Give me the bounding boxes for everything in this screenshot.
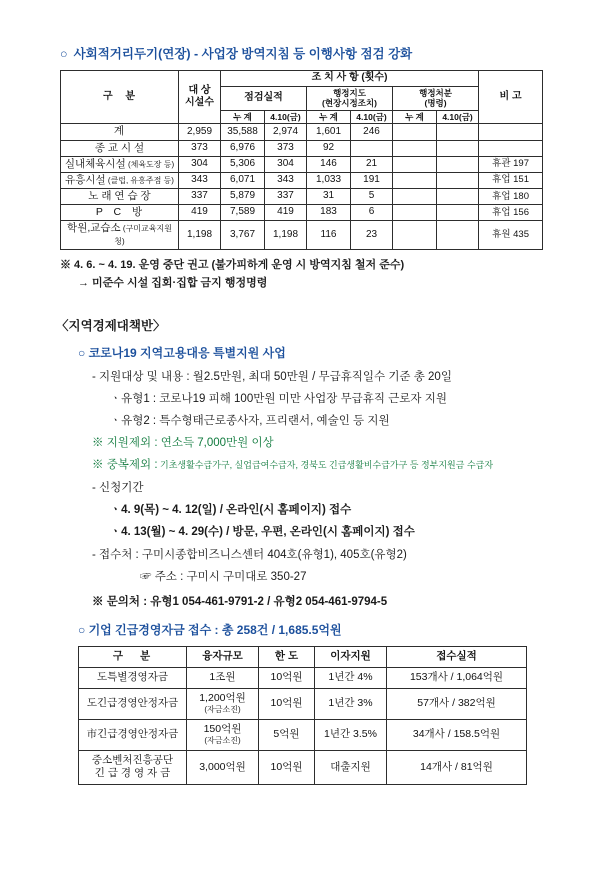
cell-guide-total: 31 [307, 188, 351, 204]
cell-scale [187, 719, 259, 750]
table-row [79, 668, 527, 689]
row-label-main: 유흥시설 [65, 173, 106, 186]
cell-facilities: 304 [179, 156, 221, 172]
document-page [0, 44, 600, 892]
row-label-main: 실내체육시설 [64, 157, 126, 170]
cell-punish-date [437, 140, 479, 156]
row-label: 종 교 시 설 [61, 140, 179, 156]
cell-scale-main: 1,200억원 [199, 691, 246, 704]
cell-punish-date [437, 124, 479, 140]
row-label: 계 [61, 124, 179, 140]
cell-facilities: 1,198 [179, 221, 221, 250]
cell-insp-date: 304 [265, 156, 307, 172]
cell-insp-date: 419 [265, 205, 307, 221]
section-title-emergency-fund [78, 621, 600, 638]
cell-guide-date: 5 [351, 188, 393, 204]
cell-facilities: 419 [179, 205, 221, 221]
cell-scale [187, 750, 259, 784]
bullet-circle-icon: ○ [78, 346, 86, 361]
address-line: ☞ 주소 : 구미시 구미대로 350-27 [140, 571, 307, 584]
cell-interest: 대출지원 [315, 750, 387, 784]
exclusion-income-text: 연소득 7,000만원 이상 [157, 437, 274, 450]
application-period-label: - 신청기간 [92, 482, 144, 495]
note-operation-suspension: ※ 4. 6. ~ 4. 19. 운영 중단 권고 (불가피하게 운영 시 방역지침 철저 준수) [60, 259, 405, 272]
cell-insp-date: 373 [265, 140, 307, 156]
header-remark: 비 고 [479, 71, 543, 124]
cell-punish-date [437, 156, 479, 172]
table-row [61, 172, 543, 188]
cell-guide-date: 21 [351, 156, 393, 172]
cell-insp-total: 35,588 [221, 124, 265, 140]
cell-limit: 10억원 [259, 750, 315, 784]
cell-punish-total [393, 172, 437, 188]
cell-facilities: 2,959 [179, 124, 221, 140]
cell-guide-date [351, 140, 393, 156]
row-label-main: 학원,교습소 [67, 222, 121, 235]
row-label: P C 방 [61, 205, 179, 221]
cell-remark [479, 140, 543, 156]
cell-scale-sub: (자금소진) [204, 736, 241, 746]
cell-guide-total: 116 [307, 221, 351, 250]
table-row [61, 221, 543, 250]
header-scale: 융자규모 [187, 647, 259, 668]
header-insp-date: 4.10(금) [265, 110, 307, 124]
cell-insp-total: 3,767 [221, 221, 265, 250]
exclusion-duplicate-line [92, 456, 600, 472]
header-result: 접수실적 [387, 647, 527, 668]
bullet-circle-icon: ○ [60, 47, 68, 61]
cell-punish-total [393, 156, 437, 172]
cell-interest: 1년간 3% [315, 688, 387, 719]
cell-punish-total [393, 221, 437, 250]
cell-guide-total: 183 [307, 205, 351, 221]
header-punish-total: 누 계 [393, 110, 437, 124]
receipt-location-line: - 접수처 : 구미시종합비즈니스센터 404호(유형1), 405호(유형2) [92, 549, 407, 562]
support-type1-line: ㆍ유형1 : 코로나19 피해 100만원 미만 사업장 무급휴직 근로자 지원 [110, 393, 447, 406]
header-facilities: 대 상 시설수 [179, 71, 221, 124]
cell-interest: 1년간 3.5% [315, 719, 387, 750]
support-target-line: - 지원대상 및 내용 : 월2.5만원, 최대 50만원 / 무급휴직일수 기준 총 20일 [92, 371, 452, 384]
cell-guide-date: 246 [351, 124, 393, 140]
cell-insp-total: 5,879 [221, 188, 265, 204]
header-insp-total: 누 계 [221, 110, 265, 124]
cell-guide-date: 23 [351, 221, 393, 250]
table-header-row [79, 647, 527, 668]
exclusion-duplicate-label: ※ 중복제외 : [92, 459, 158, 472]
cell-remark: 휴업 156 [479, 205, 543, 221]
section-title-text: 기업 긴급경영자금 접수 : 총 258건 / 1,685.5억원 [88, 623, 342, 638]
cell-insp-date: 2,974 [265, 124, 307, 140]
table-row [61, 188, 543, 204]
cell-punish-date [437, 172, 479, 188]
header-gubun: 구 분 [79, 647, 187, 668]
cell-insp-total: 6,976 [221, 140, 265, 156]
table-row [61, 205, 543, 221]
application-period-2: ㆍ4. 13(월) ~ 4. 29(수) / 방문, 우편, 온라인(시 홈페이지) 접수 [110, 526, 415, 539]
section-title-employment-support [78, 344, 600, 361]
cell-facilities: 337 [179, 188, 221, 204]
application-period-1: ㆍ4. 9(목) ~ 4. 12(일) / 온라인(시 홈페이지) 접수 [110, 504, 352, 517]
header-actions: 조 치 사 항 (횟수) [221, 71, 479, 87]
header-admin-guide: 행정지도 (현장시정조치) [307, 86, 393, 110]
contact-line: ※ 문의처 : 유형1 054-461-9791-2 / 유형2 054-461-9794-5 [92, 596, 388, 609]
local-economy-taskforce-title: 〈지역경제대책반〉 [56, 319, 166, 334]
cell-insp-total: 6,071 [221, 172, 265, 188]
row-label: 市긴급경영안정자금 [79, 719, 187, 750]
table-row [61, 124, 543, 140]
row-label [61, 172, 179, 188]
cell-result: 14개사 / 81억원 [387, 750, 527, 784]
row-label [61, 221, 179, 250]
support-type2-line: ㆍ유형2 : 특수형태근로종사자, 프리랜서, 예술인 등 지원 [110, 415, 390, 428]
section-title-text: 사회적거리두기(연장) - 사업장 방역지침 등 이행사항 점검 강화 [73, 47, 413, 61]
row-label-sub: (구미교육지원청) [114, 224, 172, 247]
cell-scale-main: 1조원 [209, 671, 236, 684]
cell-limit: 10억원 [259, 668, 315, 689]
cell-remark: 휴원 435 [479, 221, 543, 250]
cell-remark: 휴업 180 [479, 188, 543, 204]
cell-limit: 10억원 [259, 688, 315, 719]
cell-facilities: 343 [179, 172, 221, 188]
row-label-sub: (클럽, 유흥주점 등) [105, 175, 174, 185]
table-row [79, 719, 527, 750]
table-row [61, 140, 543, 156]
cell-remark: 휴관 197 [479, 156, 543, 172]
emergency-fund-table [78, 646, 527, 785]
cell-interest: 1년간 4% [315, 668, 387, 689]
row-label: 도특별경영자금 [79, 668, 187, 689]
exclusion-income-line [92, 434, 600, 450]
header-punish-date: 4.10(금) [437, 110, 479, 124]
cell-insp-date: 343 [265, 172, 307, 188]
cell-punish-date [437, 205, 479, 221]
cell-result: 34개사 / 158.5억원 [387, 719, 527, 750]
cell-punish-total [393, 188, 437, 204]
header-guide-total: 누 계 [307, 110, 351, 124]
cell-punish-date [437, 221, 479, 250]
cell-guide-date: 6 [351, 205, 393, 221]
cell-punish-date [437, 188, 479, 204]
cell-insp-date: 1,198 [265, 221, 307, 250]
cell-facilities: 373 [179, 140, 221, 156]
cell-insp-total: 7,589 [221, 205, 265, 221]
cell-scale [187, 688, 259, 719]
header-limit: 한 도 [259, 647, 315, 668]
cell-punish-total [393, 205, 437, 221]
section-title-text: 코로나19 지역고용대응 특별지원 사업 [88, 346, 286, 361]
table-header-row [61, 71, 543, 87]
row-label: 노 래 연 습 장 [61, 188, 179, 204]
cell-scale-main: 150억원 [203, 722, 242, 735]
bullet-circle-icon: ○ [78, 623, 86, 638]
cell-guide-total: 1,601 [307, 124, 351, 140]
cell-scale [187, 668, 259, 689]
cell-scale-sub: (자금소진) [204, 705, 241, 715]
exclusion-duplicate-text: 기초생활수급가구, 실업급여수급자, 경북도 긴급생활비수급가구 등 정부지원금 수급자 [157, 460, 494, 471]
exclusion-income-label: ※ 지원제외 : [92, 437, 158, 450]
cell-guide-date: 191 [351, 172, 393, 188]
cell-guide-total: 1,033 [307, 172, 351, 188]
cell-guide-total: 92 [307, 140, 351, 156]
table-row [79, 688, 527, 719]
cell-scale-main: 3,000억원 [199, 760, 246, 773]
distancing-inspection-table [60, 70, 543, 250]
cell-guide-total: 146 [307, 156, 351, 172]
cell-remark: 휴업 151 [479, 172, 543, 188]
header-admin-punish: 행정처분 (명령) [393, 86, 479, 110]
cell-insp-total: 5,306 [221, 156, 265, 172]
cell-result: 57개사 / 382억원 [387, 688, 527, 719]
table-row [79, 750, 527, 784]
table-row [61, 156, 543, 172]
row-label: 도긴급경영안정자금 [79, 688, 187, 719]
header-inspection: 점검실적 [221, 86, 307, 110]
cell-remark [479, 124, 543, 140]
cell-punish-total [393, 124, 437, 140]
header-guide-date: 4.10(금) [351, 110, 393, 124]
cell-result: 153개사 / 1,064억원 [387, 668, 527, 689]
note-administrative-order: → 미준수 시설 집회·집합 금지 행정명령 [78, 277, 268, 290]
cell-insp-date: 337 [265, 188, 307, 204]
row-label: 중소벤처진흥공단 긴 급 경 영 자 금 [79, 750, 187, 784]
row-label [61, 156, 179, 172]
header-gubun: 구 분 [61, 71, 179, 124]
row-label-sub: (체육도장 등) [125, 159, 175, 169]
header-interest: 이자지원 [315, 647, 387, 668]
cell-punish-total [393, 140, 437, 156]
section-title-distancing [60, 44, 600, 62]
cell-limit: 5억원 [259, 719, 315, 750]
